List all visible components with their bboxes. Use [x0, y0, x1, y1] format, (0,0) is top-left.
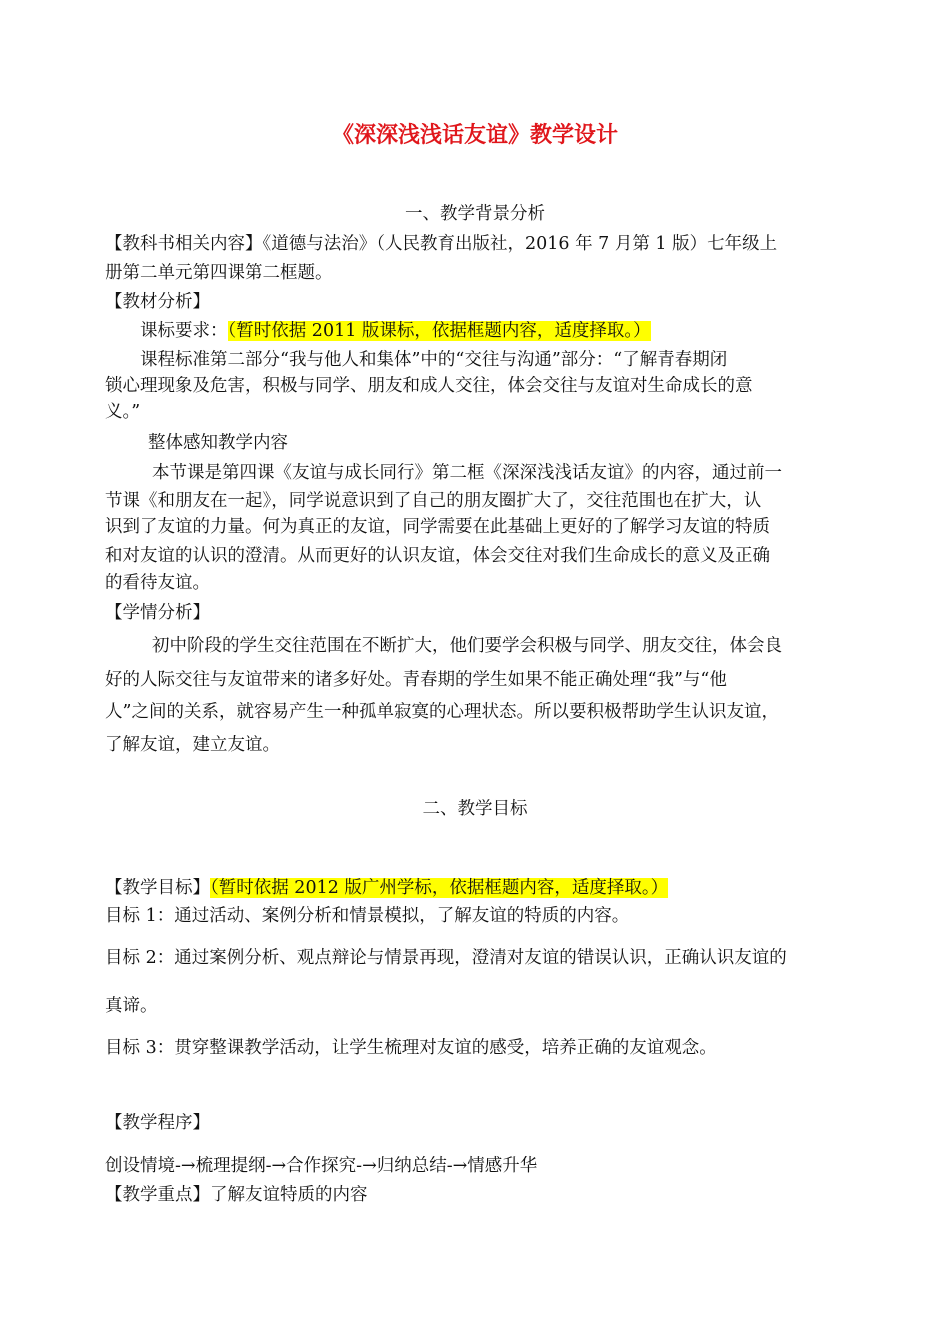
overall-paragraph-line-1: 本节课是第四课《友谊与成长同行》第二框《深深浅浅话友谊》的内容，通过前一	[152, 463, 782, 483]
teaching-goal-label: 【教学目标】	[105, 878, 210, 898]
goal-2-line-1: 目标 2：通过案例分析、观点辩论与情景再现，澄清对友谊的错误认识，正确认识友谊的	[105, 948, 787, 968]
goal-2-line-2: 真谛。	[105, 996, 158, 1016]
overall-perception-label: 整体感知教学内容	[148, 433, 288, 453]
material-analysis-label: 【教材分析】	[105, 292, 210, 312]
teaching-procedure-label: 【教学程序】	[105, 1113, 210, 1133]
standard-paragraph-line-2: 锁心理现象及危害，积极与同学、朋友和成人交往，体会交往与友谊对生命成长的意	[105, 376, 753, 396]
standard-paragraph-line-3: 义。”	[105, 402, 141, 422]
student-paragraph-line-2: 好的人际交往与友谊带来的诸多好处。青春期的学生如果不能正确处理“我”与“他	[105, 670, 727, 690]
standard-paragraph-line-1: 课程标准第二部分“我与他人和集体”中的“交往与沟通”部分：“了解青春期闭	[140, 350, 728, 370]
student-paragraph-line-4: 了解友谊，建立友谊。	[105, 735, 280, 755]
teaching-focus-line	[105, 1183, 368, 1207]
student-analysis-label: 【学情分析】	[105, 603, 210, 623]
document-title: 《深深浅浅话友谊》教学设计	[331, 122, 618, 148]
goal-1: 目标 1：通过活动、案例分析和情景模拟，了解友谊的特质的内容。	[105, 906, 630, 926]
textbook-line-1: 【教科书相关内容】《道德与法治》（人民教育出版社，2016 年 7 月第 1 版）七年级上	[105, 234, 778, 254]
teaching-goal-line	[105, 876, 668, 900]
standard-label: 课标要求：	[140, 321, 228, 341]
section-heading-background: 一、教学背景分析	[405, 204, 545, 224]
student-paragraph-line-1: 初中阶段的学生交往范围在不断扩大，他们要学会积极与同学、朋友交往，体会良	[152, 636, 782, 656]
teaching-goal-highlight-note: （暂时依据 2012 版广州学标，依据框题内容，适度择取。）	[210, 878, 669, 898]
teaching-procedure-flow: 创设情境-→梳理提纲-→合作探究-→归纳总结-→情感升华	[105, 1156, 538, 1176]
overall-paragraph-line-5: 的看待友谊。	[105, 573, 210, 593]
section-heading-goals: 二、教学目标	[422, 799, 528, 819]
overall-paragraph-line-3: 识到了友谊的力量。何为真正的友谊，同学需要在此基础上更好的了解学习友谊的特质	[105, 517, 770, 537]
standard-requirement-line	[140, 319, 651, 343]
teaching-focus-text: 了解友谊特质的内容	[210, 1185, 368, 1205]
textbook-line-2: 册第二单元第四课第二框题。	[105, 263, 333, 283]
teaching-focus-label: 【教学重点】	[105, 1185, 210, 1205]
overall-paragraph-line-2: 节课《和朋友在一起》，同学说意识到了自己的朋友圈扩大了，交往范围也在扩大，认	[105, 491, 762, 511]
overall-paragraph-line-4: 和对友谊的认识的澄清。从而更好的认识友谊，体会交往对我们生命成长的意义及正确	[105, 546, 770, 566]
standard-highlight-note: （暂时依据 2011 版课标，依据框题内容，适度择取。）	[227, 321, 651, 341]
goal-3: 目标 3：贯穿整课教学活动，让学生梳理对友谊的感受，培养正确的友谊观念。	[105, 1038, 717, 1058]
student-paragraph-line-3: 人”之间的关系，就容易产生一种孤单寂寞的心理状态。所以要积极帮助学生认识友谊，	[105, 702, 779, 722]
